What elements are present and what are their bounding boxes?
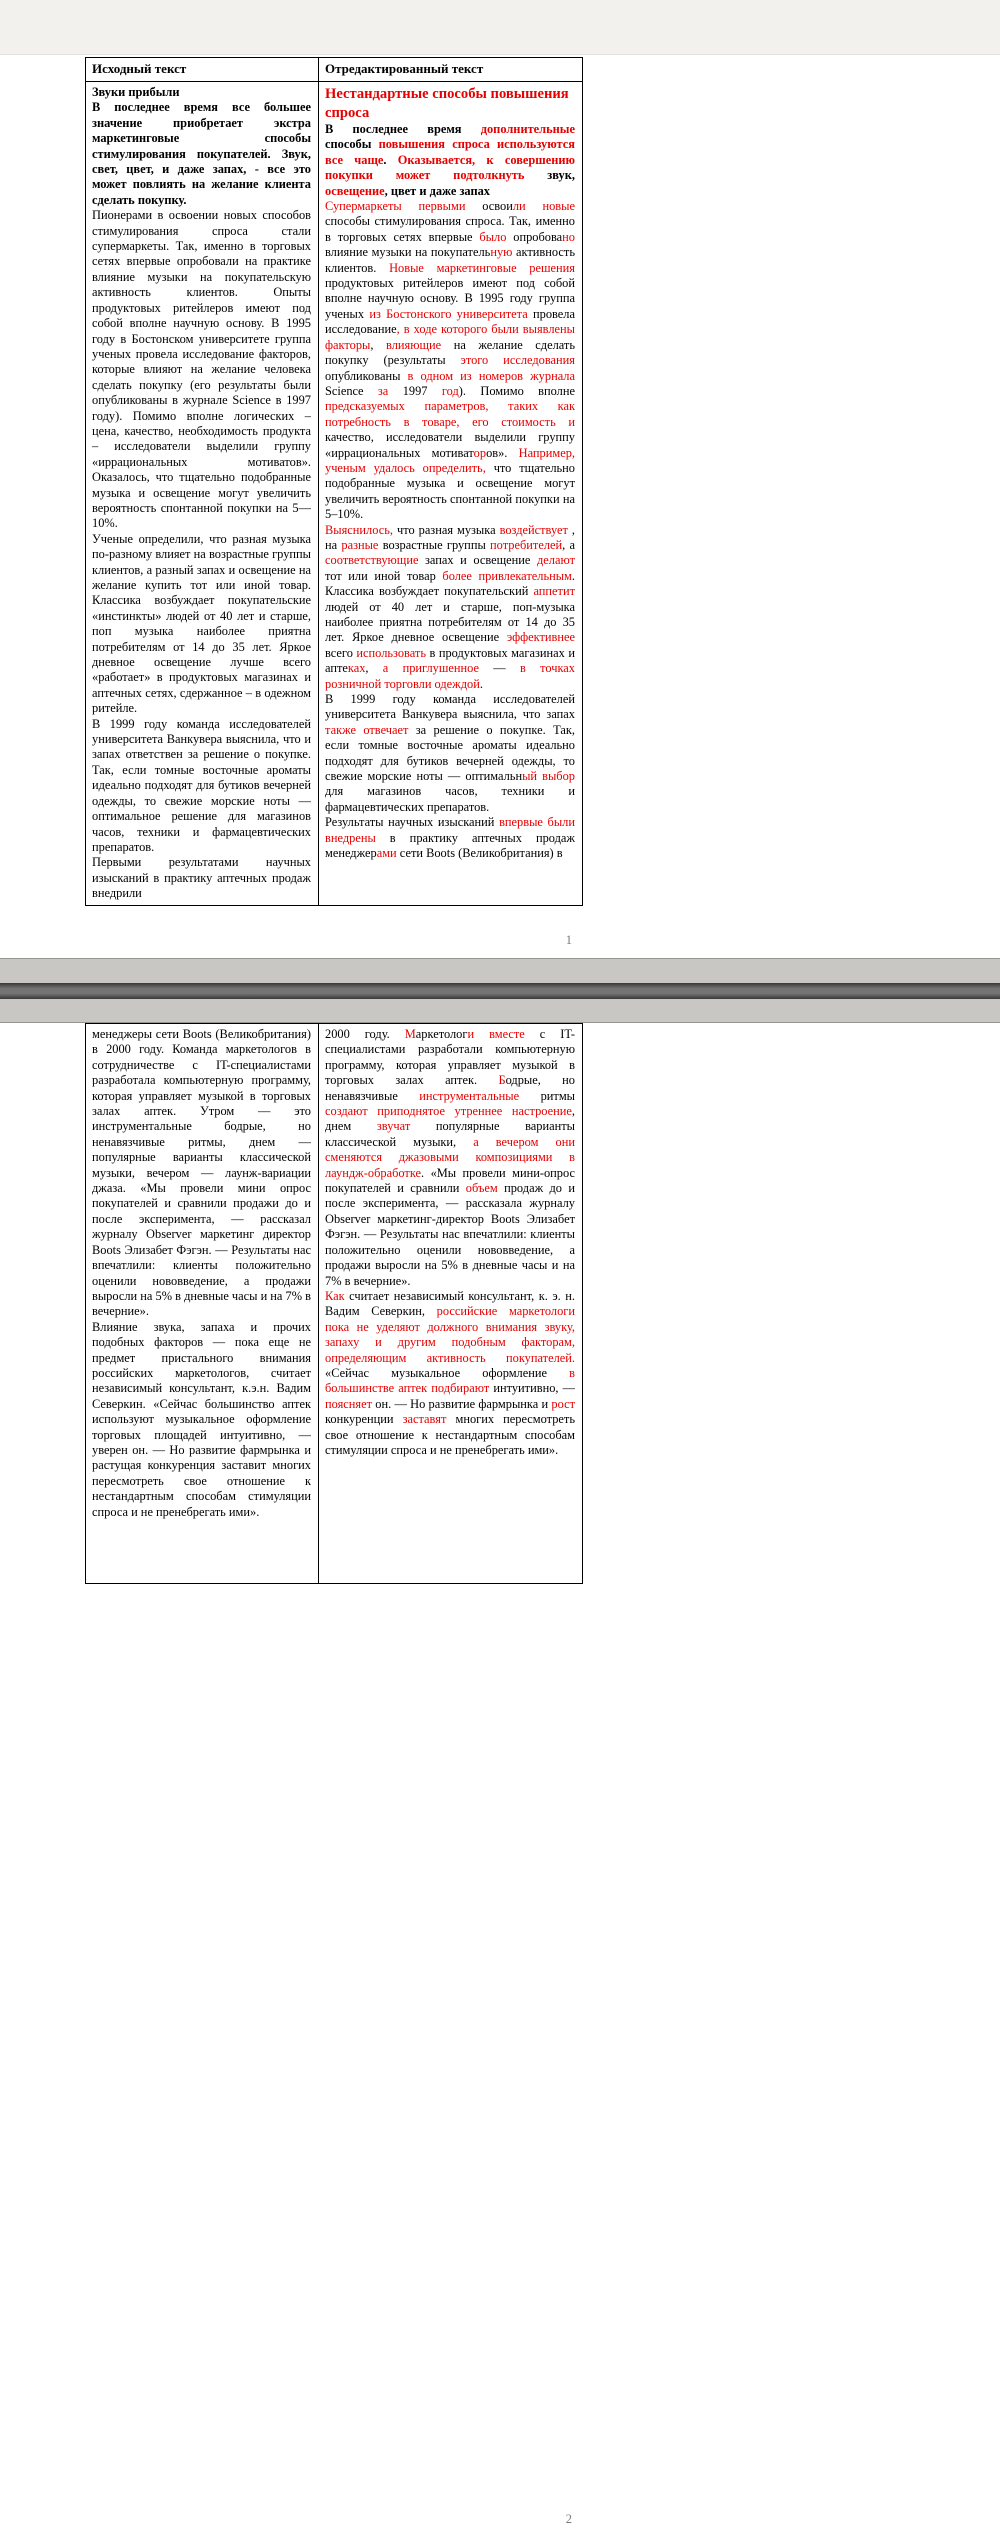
text-run: людей от 40 лет и старше, поп-музыка наиболее приятна потребителям от 14 до 35 лет. Яркое дневное освещение: [325, 599, 575, 645]
edited-text-run: Б: [498, 1073, 506, 1088]
edited-text-run: более привлекательным: [442, 568, 572, 583]
text-run: многих пересмотреть свое отношение к нестандартным способам стимуляции спроса и не пренебрегать ими».: [325, 1412, 575, 1457]
edited-text-run: ли: [512, 199, 526, 214]
article-paragraph: [325, 1289, 575, 1458]
article-paragraph: [325, 523, 575, 692]
text-run: опробова: [506, 229, 563, 244]
table-header-row: [86, 58, 583, 82]
article-paragraph: [92, 1027, 311, 1320]
edited-text-run: также отвечает: [325, 722, 409, 737]
page-number: 2: [565, 2512, 572, 2526]
edited-text-run: рост: [551, 1396, 575, 1411]
text-run: Звуки прибыли: [92, 85, 180, 99]
edited-text-page-2: [325, 1027, 575, 1583]
edited-text-run: российские маркетологи пока не уделяют должного внимания звуку, запаху и другим подобным факторам, определяющим активность покупателей.: [325, 1304, 575, 1365]
comparison-table: [85, 57, 583, 906]
text-run: 1997: [388, 383, 442, 398]
edited-text-run: разные: [341, 537, 379, 552]
page-break-gap: [0, 958, 1000, 1022]
edited-text-run: использовать: [356, 645, 426, 660]
edited-text-run: Выяснилось,: [325, 522, 393, 537]
text-run: сети Boots (Великобритания) в: [396, 846, 563, 861]
text-run: освои: [465, 199, 513, 214]
original-text-page-2: [92, 1027, 311, 1583]
edited-text-run: эффективнее: [506, 630, 575, 645]
article-paragraph: [325, 199, 575, 523]
text-run: влияние музыки на покупатель: [325, 245, 491, 260]
edited-text-run: потребителей: [490, 537, 563, 552]
edited-text-run: а приглушенное: [382, 661, 480, 676]
text-run: что тщательно подобранные музыка и освещение могут увеличить вероятность спонтанной покупки на 5–10%.: [325, 460, 575, 522]
edited-text-run: Супермаркеты первыми: [325, 199, 466, 214]
edited-text-run: впервые были внедрены: [325, 815, 575, 845]
edited-text-run: предсказуемых параметров, таких как потребность в товаре, его стоимость и: [325, 399, 575, 429]
edited-text-run: создают приподнятое утреннее настроение: [325, 1104, 572, 1119]
text-run: тот или иной товар: [325, 568, 443, 583]
text-run: возрастные группы: [378, 537, 491, 552]
text-run: опубликованы: [325, 368, 408, 383]
text-run: продуктовых ритейлеров имеют под собой вполне научную основу. В 1995 году группа ученых: [325, 276, 575, 321]
article-paragraph: [92, 100, 311, 208]
text-run: 2000 году.: [325, 1027, 405, 1041]
text-run: провела исследование: [325, 306, 575, 337]
edited-text-run: делают: [537, 553, 575, 568]
text-run: менеджеры сети Boots (Великобритания) в 2000 году. Команда маркетологов в сотрудничестве с IT-специалистами разработала компьютерную программу, которая управляет музыкой в торговых залах аптек. Утром — это инструментальные бодрые, но ненавязчивые ритмы, днем — популярные варианты классической музыки, вечером — лаунж-вариации джаза. «Мы провели мини опрос покупателей и сравнили продажи до и после эксперимента, — рассказал журналу Observer маркетинг директор Boots Элизабет Фэгэн. — Результаты нас впечатлили: клиенты положительно оценили нововведение, а продажи выросли на 5% в дневные часы и на 7% в вечерние».: [92, 1027, 311, 1319]
text-run: считает независимый консультант, к. э. н. Вадим Северкин,: [325, 1288, 575, 1319]
article-paragraph: [92, 855, 311, 901]
edited-text-run: ор: [473, 445, 487, 460]
page-break-divider: [0, 983, 1000, 999]
text-run: , а: [562, 537, 575, 552]
article-paragraph: [325, 122, 575, 199]
page-footer: [85, 933, 582, 948]
text-run: способы: [325, 137, 379, 152]
article-paragraph: [92, 85, 311, 100]
text-run: ов».: [486, 445, 519, 460]
text-run: , днем: [325, 1104, 575, 1134]
text-run: на желание сделать покупку (результаты: [325, 337, 575, 368]
article-paragraph: [92, 717, 311, 856]
text-run: «Сейчас музыкальное оформление: [325, 1365, 570, 1380]
text-run: .: [479, 676, 483, 691]
edited-text-run: Как: [325, 1288, 345, 1303]
text-run: ритмы: [519, 1088, 575, 1103]
article-paragraph: [325, 815, 575, 861]
edited-text-run: звучат: [376, 1119, 411, 1134]
edited-text-run: в точках розничной торговли одеждой: [325, 661, 575, 691]
edited-text-run: в большинстве аптек подбирают: [325, 1365, 575, 1396]
text-run: . «Мы провели мини-опрос покупателей и сравнили: [325, 1165, 575, 1196]
text-run: . Классика возбуждает покупательский: [325, 568, 575, 599]
text-run: аркетолог: [415, 1027, 468, 1041]
text-run: .: [383, 152, 398, 167]
edited-text-run: новые: [542, 199, 575, 214]
article-paragraph: [325, 692, 575, 815]
text-run: всего: [325, 645, 357, 660]
edited-text-run: ами: [376, 846, 397, 861]
edited-text-run: инструментальные: [419, 1088, 520, 1103]
page-2-content: [85, 1023, 582, 1584]
comparison-table-continued: [85, 1023, 583, 1584]
text-run: , цвет и даже запах: [384, 183, 490, 198]
text-run: В 1999 году команда исследователей университета Ванкувера выяснила, что запах: [325, 692, 575, 722]
text-run: ). Помимо вполне: [458, 383, 575, 398]
text-run: ,: [370, 337, 387, 352]
text-run: качество, исследователи выделили группу «иррациональных мотиват: [325, 430, 575, 460]
edited-text-run: ый выбор: [522, 769, 575, 784]
edited-text-run: повышения спроса используются все чаще: [325, 137, 575, 167]
table-body-row: [86, 82, 583, 906]
edited-text-run: из Бостонского университета: [369, 306, 528, 321]
text-run: —: [479, 661, 520, 676]
edited-text-page-1: [325, 85, 575, 905]
text-run: Пионерами в освоении новых способов стимулирования спроса стали супермаркеты. Так, именно в торговых сетях впервые опробовали на практике влияние музыки на покупательскую активность клиентов. Опыты продуктовых ритейлеров имеют под собой вполне научную основу. В 1995 году в Бостонском университете группа ученых провела исследование факторов, которые влияют на желание человека сделать покупку (его результаты были опубликованы в журнале Science в 1997 году). Помимо вполне логических – цена, качество, необходимость продукта – исследователи выделили группу «иррациональных мотиватов». Оказалось, что тщательно подобранные музыка и освещение могут увеличить вероятность спонтанной покупки на 5—10%.: [92, 208, 311, 531]
table-body-row: [86, 1024, 583, 1584]
text-run: активность клиентов.: [325, 245, 575, 275]
page-top-margin: [0, 0, 1000, 55]
edited-text-cell[interactable]: [319, 82, 583, 906]
edited-text-run: ках: [347, 661, 366, 676]
text-run: что разная музыка: [393, 522, 500, 537]
edited-text-run: год: [441, 383, 459, 398]
text-run: для магазинов часов, техники и фармацевтических препаратов.: [325, 784, 575, 814]
text-run: Ученые определили, что разная музыка по-разному влияет на возрастные группы клиентов, а разный запах и освещение на желание купить тот или иной товар. Классика возбуждает покупательские «инстинкты» людей от 40 лет и старше, поп музыка наиболее приятна потребителям от 14 до 35 лет. Яркое дневное освещение лучше всего «работает» в продуктовых магазинах и аптечных сетях, сдержанное – в одежном ритейле.: [92, 531, 311, 716]
article-paragraph: [325, 1027, 575, 1289]
text-run: интуитивно, —: [489, 1381, 575, 1396]
article-paragraph: [92, 1320, 311, 1520]
article-paragraph: [92, 532, 311, 717]
text-run: с IT-специалистами разработали компьютерную программу, которая управляет музыкой в торговых залах аптек.: [325, 1027, 575, 1088]
edited-text-run: за: [377, 383, 389, 398]
text-run: в продуктовых магазинах и апте: [325, 645, 575, 676]
page-1: [0, 55, 1000, 958]
edited-text-run: Например, ученым удалось определить,: [325, 445, 575, 475]
edited-text-run: было: [479, 229, 507, 244]
page-1-content: [85, 57, 582, 906]
edited-text-run: дополнительные: [480, 122, 575, 136]
text-run: популярные варианты классической музыки,: [325, 1119, 575, 1149]
article-heading: [325, 85, 575, 122]
text-run: В 1999 году команда исследователей университета Ванкувера выяснила, что и запах ответствен за решение о покупке. Так, если томные восточные ароматы идеально подходят для бутиков вечерней одежды, то свежие морские ноты — оптимальное решение для магазинов часов, техники и фармацевтических препаратов.: [92, 716, 311, 854]
text-run: [526, 199, 543, 213]
text-run: за решение о покупке. Так, если томные восточные ароматы идеально подходят для бутиков вечерней одежды, то свежие морские ноты — оптимальн: [325, 722, 575, 784]
edited-text-run: поясняет: [325, 1396, 373, 1411]
column-header-edited: Отредактированный текст: [319, 58, 583, 82]
edited-text-run: освещение: [325, 183, 385, 198]
edited-text-run: М: [404, 1027, 416, 1041]
text-run: конкуренции: [325, 1412, 403, 1427]
edited-text-run: объем: [465, 1181, 498, 1196]
text-run: Влияние звука, запаха и прочих подобных факторов — пока еще не предмет пристального внимания российских маркетологов, считает независимый консультант, к.э.н. Вадим Северкин. «Сейчас большинство аптек используют музыкальное оформление торговых площадей интуитивно, — уверен он. — Но развитие фармрынка и растущая конкуренция заставит многих пересмотреть свое отношение к нестандартным способам стимуляции спроса и не пренебрегать ими».: [92, 1319, 311, 1519]
original-text-cell[interactable]: [86, 82, 319, 906]
text-run: Результаты научных изысканий: [325, 815, 500, 830]
edited-text-run: воздействует: [499, 522, 568, 537]
edited-text-run: Новые маркетинговые решения: [389, 260, 575, 275]
edited-text-cell[interactable]: [319, 1024, 583, 1584]
edited-text-run: этого исследования: [460, 353, 575, 368]
page-2: [0, 1022, 1000, 2547]
edited-text-run: заставят: [402, 1412, 447, 1427]
article-paragraph: [92, 208, 311, 532]
text-run: запах и освещение: [418, 553, 537, 568]
original-text-cell[interactable]: [86, 1024, 319, 1584]
edited-text-run: и вместе: [467, 1027, 525, 1041]
edited-text-run: влияющие: [386, 337, 442, 352]
text-run: Первыми результатами научных изысканий в практику аптечных продаж внедрили: [92, 855, 311, 901]
text-run: Science: [325, 383, 378, 398]
edited-text-run: в одном из номеров журнала: [407, 368, 575, 383]
edited-text-run: а вечером они сменяются джазовыми композициями в лаундж-обработке: [325, 1134, 575, 1180]
edited-text-run: ную: [490, 245, 513, 260]
edited-text-run: , в ходе которого были выявлены факторы: [325, 322, 575, 352]
text-run: звук,: [524, 168, 575, 183]
edited-text-run: аппетит: [533, 584, 575, 599]
column-header-original: Исходный текст: [86, 58, 319, 82]
edited-text-run: но: [562, 229, 575, 244]
text-run: В последнее время: [325, 122, 481, 136]
text-run: в практику аптечных продаж менеджер: [325, 830, 575, 861]
edited-text-run: Оказывается, к совершению покупки может подтолкнуть: [325, 152, 575, 183]
text-run: способы стимулирования спроса. Так, именно в торговых сетях впервые: [325, 214, 575, 244]
edited-text-run: Нестандартные способы повышения спроса: [325, 86, 569, 121]
original-text-page-1: [92, 85, 311, 905]
page-footer: [85, 2512, 582, 2527]
text-run: одрые, но ненавязчивые: [325, 1073, 575, 1103]
page-number: 1: [565, 933, 572, 947]
text-run: продаж до и после эксперимента, — рассказала журналу Observer маркетинг-директор Boots Элизабет Фэгэн. — Результаты нас впечатлили: клиенты положительно оценили нововведение, а продажи выросли на 5% в дневные часы и на 7% в вечерние».: [325, 1181, 575, 1288]
text-run: он. — Но развитие фармрынка и: [372, 1396, 552, 1411]
edited-text-run: соответствующие: [325, 553, 419, 568]
text-run: , на: [325, 522, 575, 552]
text-run: ,: [365, 661, 383, 676]
text-run: В последнее время все большее значение приобретает экстра маркетинговые способы стимулирования покупателей. Звук, свет, цвет, и даже запах, - все это может повлиять на желание клиента сделать покупку.: [92, 100, 311, 207]
